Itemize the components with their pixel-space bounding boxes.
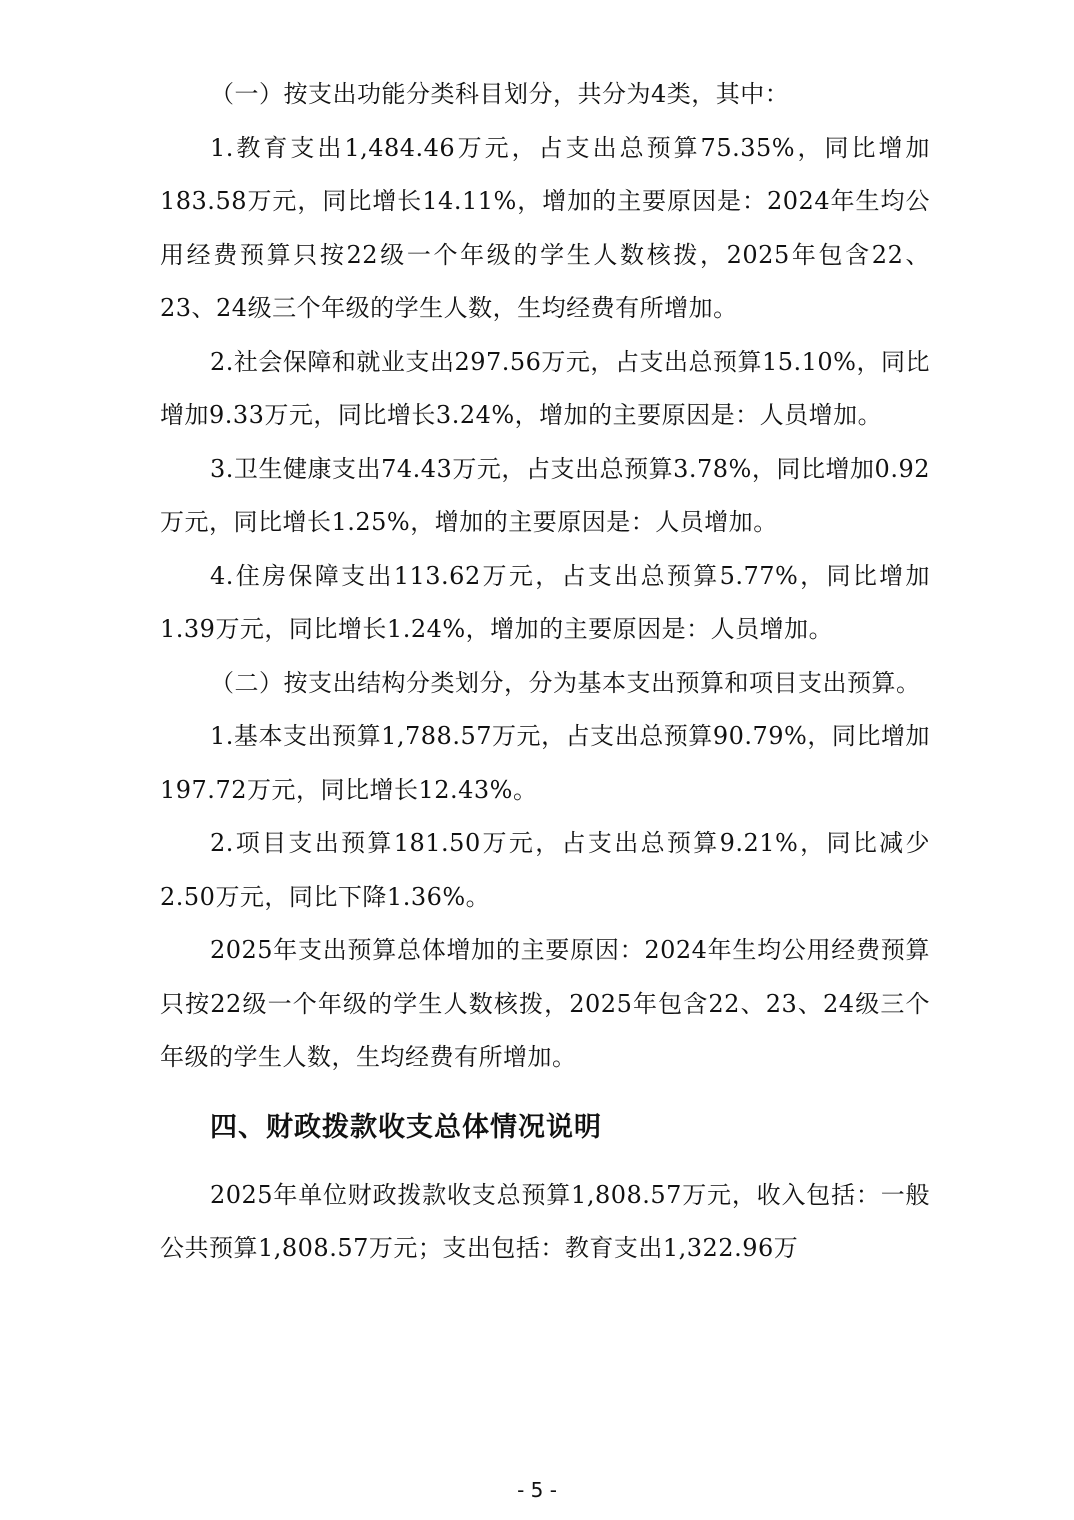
paragraph-basic-expenditure: 1.基本支出预算1,788.57万元，占支出总预算90.79%，同比增加197.72万元，同比增长12.43%。: [160, 722, 930, 804]
paragraph-fiscal-appropriation-summary: 2025年单位财政拨款收支总预算1,808.57万元，收入包括：一般公共预算1,808.57万元；支出包括：教育支出1,322.96万: [160, 1180, 930, 1262]
document-body: [160, 68, 930, 1276]
page-number: - 5 -: [517, 1478, 557, 1502]
paragraph-health-expenditure: 3.卫生健康支出74.43万元，占支出总预算3.78%，同比增加0.92万元，同比增长1.25%，增加的主要原因是：人员增加。: [160, 454, 930, 536]
paragraph-project-expenditure: 2.项目支出预算181.50万元，占支出总预算9.21%，同比减少2.50万元，同比下降1.36%。: [160, 829, 930, 911]
paragraph-social-security-expenditure: 2.社会保障和就业支出297.56万元，占支出总预算15.10%，同比增加9.33万元，同比增长3.24%，增加的主要原因是：人员增加。: [160, 347, 930, 429]
paragraph-housing-expenditure: 4.住房保障支出113.62万元，占支出总预算5.77%，同比增加1.39万元，同比增长1.24%，增加的主要原因是：人员增加。: [160, 561, 930, 643]
paragraph-overall-increase-reason: 2025年支出预算总体增加的主要原因：2024年生均公用经费预算只按22级一个年级的学生人数核拨，2025年包含22、23、24级三个年级的学生人数，生均经费有所增加。: [160, 936, 930, 1071]
paragraph-education-expenditure: 1.教育支出1,484.46万元，占支出总预算75.35%，同比增加183.58万元，同比增长14.11%，增加的主要原因是：2024年生均公用经费预算只按22级一个年级的学生人数核拨，2025年包含22、23、24级三个年级的学生人数，生均经费有所增加。: [160, 133, 930, 322]
section-heading: 四、财政拨款收支总体情况说明: [210, 1111, 602, 1143]
paragraph-function-classification: （一）按支出功能分类科目划分，共分为4类，其中：: [210, 80, 790, 108]
paragraph-structure-classification: （二）按支出结构分类划分，分为基本支出预算和项目支出预算。: [210, 668, 921, 697]
